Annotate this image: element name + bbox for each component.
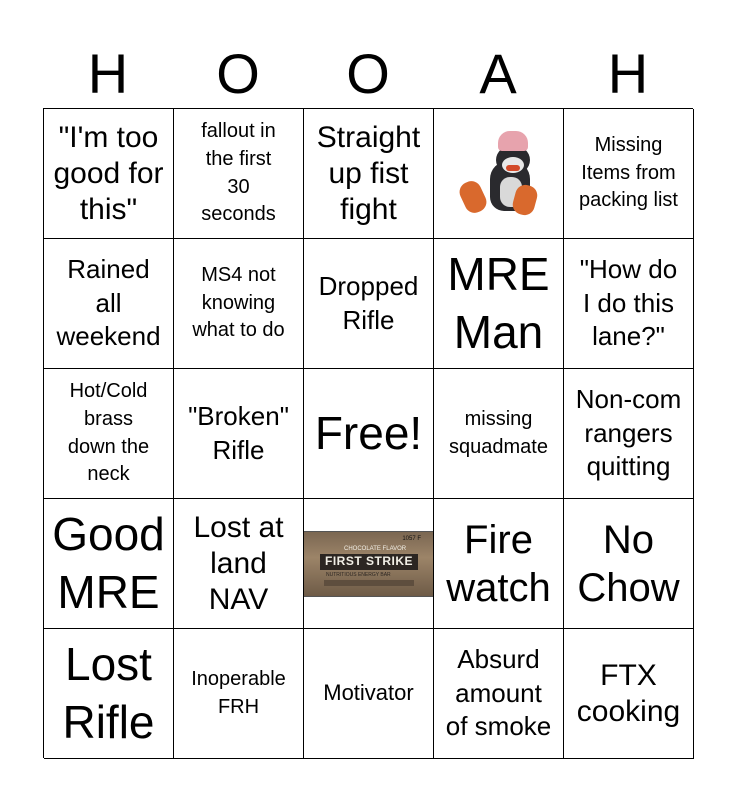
bingo-cell[interactable] <box>434 109 564 239</box>
bingo-header <box>43 40 693 108</box>
bingo-cell[interactable]: "Broken" Rifle <box>174 369 304 499</box>
header-letter-1: H <box>87 42 129 105</box>
bingo-cell[interactable]: Non-com rangers quitting <box>564 369 694 499</box>
bingo-cell[interactable]: Rained all weekend <box>44 239 174 369</box>
bingo-cell[interactable]: No Chow <box>564 499 694 629</box>
bingo-cell[interactable]: Good MRE <box>44 499 174 629</box>
bingo-cell[interactable]: Missing Items from packing list <box>564 109 694 239</box>
header-letter-3: O <box>346 42 390 105</box>
bingo-cell[interactable]: FTX cooking <box>564 629 694 759</box>
bingo-board <box>43 108 693 758</box>
bingo-cell[interactable]: "How do I do this lane?" <box>564 239 694 369</box>
mre-code: 1057 F <box>402 535 421 542</box>
header-letter-4: A <box>479 42 517 105</box>
bingo-cell[interactable]: Lost Rifle <box>44 629 174 759</box>
mre-subtitle: NUTRITIOUS ENERGY BAR <box>326 571 391 578</box>
bingo-cell[interactable]: Hot/Cold brass down the neck <box>44 369 174 499</box>
bingo-cell[interactable]: Straight up fist fight <box>304 109 434 239</box>
header-letter-5: H <box>607 42 649 105</box>
bingo-cell[interactable]: MS4 not knowing what to do <box>174 239 304 369</box>
bingo-cell[interactable]: Inoperable FRH <box>174 629 304 759</box>
bingo-cell[interactable]: missing squadmate <box>434 369 564 499</box>
bingo-cell[interactable] <box>304 499 434 629</box>
mre-brand: FIRST STRIKE <box>320 554 418 570</box>
bingo-cell[interactable]: "I'm too good for this" <box>44 109 174 239</box>
bingo-cell[interactable]: Lost at land NAV <box>174 499 304 629</box>
header-letter-2: O <box>216 42 260 105</box>
bingo-cell[interactable]: Dropped Rifle <box>304 239 434 369</box>
bingo-cell[interactable]: MRE Man <box>434 239 564 369</box>
free-cell[interactable]: Free! <box>304 369 434 499</box>
mre-bar-image <box>304 531 433 597</box>
penguin-image <box>456 131 542 217</box>
bingo-cell[interactable]: Motivator <box>304 629 434 759</box>
bingo-cell[interactable]: fallout in the first 30 seconds <box>174 109 304 239</box>
bingo-cell[interactable]: Absurd amount of smoke <box>434 629 564 759</box>
bingo-cell[interactable]: Fire watch <box>434 499 564 629</box>
mre-flavor: CHOCOLATE FLAVOR <box>344 545 407 552</box>
